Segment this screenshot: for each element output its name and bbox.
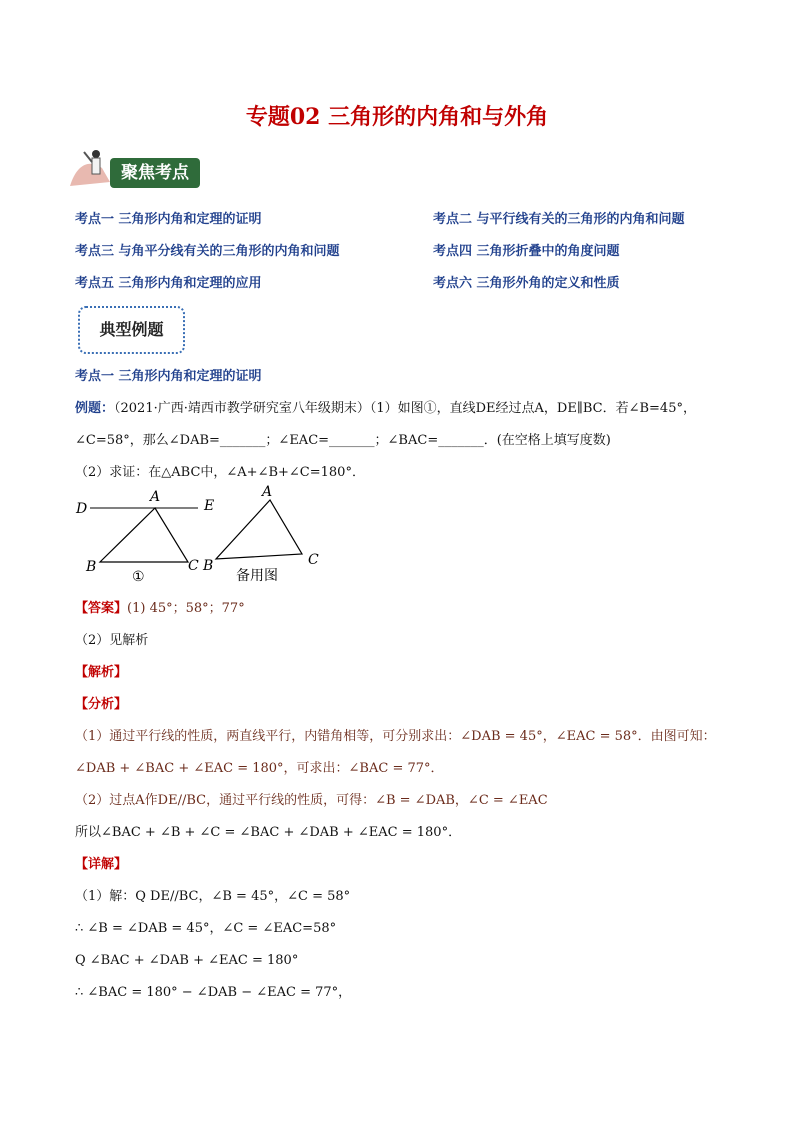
- label-a1: A: [150, 489, 161, 505]
- analysis-p2: ∠DAB + ∠BAC + ∠EAC = 180°，可求出：∠BAC = 77°．: [75, 761, 444, 776]
- figure-icon: [70, 164, 110, 186]
- fenxi-label: 【分析】: [75, 697, 128, 712]
- detail-d2: ∴ ∠B = ∠DAB = 45°，∠C = ∠EAC=58°: [75, 921, 337, 936]
- keypoint-3[interactable]: 考点三 与角平分线有关的三角形的内角和问题: [75, 244, 340, 259]
- label-c2: C: [308, 552, 319, 568]
- analysis-p1: （1）通过平行线的性质，两直线平行，内错角相等，可分别求出：∠DAB = 45°，∠EAC = 58°．由图可知：: [75, 729, 716, 744]
- label-c1: C: [188, 558, 199, 574]
- answer-line-1: [75, 600, 755, 618]
- geometry-figure: [70, 484, 330, 584]
- answer-line-2: （2）见解析: [75, 633, 149, 648]
- example-label: 例题：: [75, 401, 115, 416]
- label-a2: A: [262, 484, 273, 500]
- caption-figure-2: 备用图: [236, 568, 278, 584]
- triangle-abc-1: [100, 508, 188, 562]
- example-line-2: ∠C=58°，那么∠DAB=_______；∠EAC=_______；∠BAC=_______．(在空格上填写度数): [75, 433, 611, 448]
- jiexi-label: 【解析】: [75, 665, 128, 680]
- detail-d4: ∴ ∠BAC = 180° − ∠DAB − ∠EAC = 77°，: [75, 985, 352, 1000]
- keypoint-2[interactable]: 考点二 与平行线有关的三角形的内角和问题: [433, 212, 685, 227]
- example-line-1: [75, 400, 755, 418]
- answer-label: 【答案】: [75, 601, 128, 616]
- detail-d3: Q ∠BAC + ∠DAB + ∠EAC = 180°: [75, 953, 299, 968]
- label-d: D: [76, 501, 88, 517]
- page-title: 专题02 三角形的内角和与外角: [245, 104, 549, 130]
- triangle-abc-2: [216, 500, 302, 559]
- keypoint-1[interactable]: 考点一 三角形内角和定理的证明: [75, 212, 262, 227]
- example-text-1: （2021·广西·靖西市教学研究室八年级期末）（1）如图①，直线DE经过点A，DE∥BC．若∠B=45°，: [114, 401, 696, 416]
- xiangjie-label: 【详解】: [75, 857, 128, 872]
- analysis-p3: （2）过点A作DE//BC，通过平行线的性质，可得：∠B = ∠DAB，∠C = ∠EAC: [75, 793, 548, 808]
- label-b1: B: [86, 559, 97, 575]
- analysis-p4: 所以∠BAC + ∠B + ∠C = ∠BAC + ∠DAB + ∠EAC = 180°．: [75, 825, 462, 840]
- banner-label: 聚焦考点: [110, 158, 200, 188]
- example-line-3: （2）求证：在△ABC中，∠A+∠B+∠C=180°．: [75, 465, 365, 480]
- keypoint-5[interactable]: 考点五 三角形内角和定理的应用: [75, 276, 262, 291]
- answer-text: (1) 45°；58°；77°: [127, 601, 245, 616]
- caption-figure-1: ①: [132, 569, 145, 584]
- label-e: E: [204, 498, 215, 514]
- label-b2: B: [203, 558, 214, 574]
- keypoint-6[interactable]: 考点六 三角形外角的定义和性质: [433, 276, 620, 291]
- keypoint-4[interactable]: 考点四 三角形折叠中的角度问题: [433, 244, 620, 259]
- section-heading: 考点一 三角形内角和定理的证明: [75, 369, 262, 384]
- detail-d1: （1）解：Q DE//BC，∠B = 45°，∠C = 58°: [75, 889, 351, 904]
- typical-examples-label: 典型例题: [78, 306, 185, 354]
